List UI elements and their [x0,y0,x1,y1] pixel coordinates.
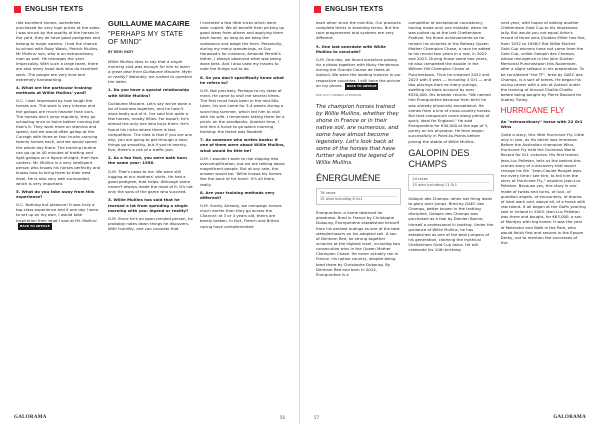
question-6: 6. So you don't specifically know what he refers to? [200,74,284,85]
red-square-icon [314,6,321,13]
answer-8: G.M. Surely. Already, we campaign horses much earlier than they go across the Channel: at 3 or 4 years old, theirs are barely broken. In fact, French and British racing have complemented [200,203,282,229]
photo-credit: PAR LUCY HANNAH CHOORON [316,92,362,97]
stat-races: 78 races [320,191,397,197]
question-7: 7. As someone who writes books: if one of them were about Willie Mullins, what would its title be? [200,137,285,153]
magazine-logo: GALORAMA [553,415,586,420]
answer-9: G.M. One day, we found ourselves posing for a photo together with Nicky Henderson during the Grande Course de Haies at Auteuil. We were the leading trainers in our respective countries. I still have the picture on my phone. [316,56,401,88]
stat-wins: 15 wins including 11 Gr1 [412,182,458,187]
byline: BY REMI OKEY [108,49,134,54]
paragraph: I invented a few little tricks which were later copied. We all benefit from picking up good ideas from others and applying them back home, as long as we keep the substance and adapt the form. Personally, during my many wanderings, at Guy Harwood's for instance, Amanda Perrett's father, I always observed what was being done best. And I also used my travels to note the things not to do. [200,20,285,72]
right-page [300,0,600,424]
paragraph: ride excellent horses, sometimes purchased for very high prices at the sales. I was struck by the quality of the horses in the yard, they all have good pedigrees and belong to major owners. I had the chance to school with Ruby Walsh, Patrick Mullins, Mr Mullins' son, who is an extraordinary man as well. He manages the yard impeccably. With such a large team, there are also many head lads who do excellent work. The people are very kind and extremely hardworking. [16,20,101,82]
left-page-footer [14,415,285,420]
answer-6: G.M. Not precisely. Perhaps to my state of mind. He came to visit me several times. The first must have been in the mid-90s. Later, his son came for 3-4 weeks during a scorching summer, which led him to visit with his wife. I remember taking them for a picnic on the sandbanks. Another time, I lent him a horse to go watch morning training: the forest was flooded! [200,87,285,135]
question-8: 8. Are your training methods very different? [200,189,275,200]
question-4: 4. What are the particular training methods at Willie Mullins' yard? [16,84,92,96]
question-9: 9. One last anecdote with Willie Mullins to conclude? [316,43,386,54]
section-title-energumene: ÉNERGUMÈNE [316,173,381,184]
paragraph: competitor of exceptional consistency, having made only one mistake, when he was pulled up at the last Cheltenham Festival. His finest achievements so far remain his victories in the Betway Queen Mother Champion Chase, a race he added to his record two years in a row, in 2022 and 2023. During those same two years, he also completed the double in the William Hill Champion Chase at Punchestown. Thus he crowned 2022 and 2023 with 5 wins — including 4 Gr1 — and two placings from as many outings, swelling his bank account by over €550,000. His breeder recalls: "We named him Énergumène because from birth he was already physically exceptional. He comes from a line of cross-country horses. But that composure came along plenty of spirit, ideal for England." He sold Énergumène for €50,000 at the age of 3, purely on his physique. He then began successfully in Point-to-Points before joining the stable of Willie Mullins. [408,20,492,144]
column-4 [316,20,401,412]
page-number: 56 [279,415,285,420]
answer-7: G.M. I wouldn't want to risk slipping into oversimplification, but we are talking about magnificent people. But at any rate, the answer would be: 'Willie knows his horses like the back of his hand.' It's all there, really. [200,155,285,187]
column-1 [16,20,101,412]
paragraph: next year, with hopes of adding another Cheltenham Gold Cup to his impressive tally. But would you not equal Arkle's record of three wins (Golden Miller has five, from 1932 to 1936)? But Willie Mullins' Gold Cup winners have not come from the Gold Cup, unlike Galopin des Champs, whose resurgence in the John Durkan Memorial Punchestown this November, after a slight setback in his preparation. To be considered "the TF", bred by GAEC des Champs, is a sort of tomes. He began his racing career with a win at Auteuil under the training of Arnaud Chaille-Chaille before being bought by Pierre Boulard for Audrey Turley. [500,20,586,103]
answer-3: G.M. Since he's an open-minded person, he probably notes down things he discovers. With humility, one can consider that [108,215,193,232]
question-5: 5. What do you take away from this experience? [16,188,95,199]
author-name: GUILLAUME MACAIRE [108,20,190,28]
question-1: 1. Do you have a special relationship with Willie Mullins? [108,87,190,98]
back-to-article-button[interactable]: BACK TO ARTICLE [345,83,379,90]
page-number: 57 [314,415,320,420]
article-title: "PERHAPS MY STATE OF MIND" [108,30,184,46]
answer-2: G.M. That's news to me. We were still lugging at our mothers' skirts. He had a good pedigree, that helps. Although some haven't always made the most of it. It's not only the sons of the game who succeed. [108,168,193,195]
intro-text: Willie Mullins likes to say that a single morning visit was enough for him to learn a great deal from Guillaume Macaire. Myth or reality? Naturally, we rushed to question the latter. [108,58,193,85]
paragraph: each other since the mid-90s. Our products complete theirs in breeding terms. But the race programmes and systems are very different. [316,20,401,41]
right-page-footer [314,415,586,420]
column-2 [108,20,193,412]
section-text: Quite a story, this little Hurricane Fly. Little only in size, as his talent was immense. Before the Australian champion Winx, Hurricane Fly held the Guinness World Record for Gr1 victories. His first trainer, Jean-Luc Pelletan, tells us the behind-the-scenes story of a discovery that would change his life. "Jean-Claude Rouget asks me every time I see him, to tell him the story of Hurricane Fly," explains Jean-Luc Pelletan. Because yes, this story is one made of twists and turns, of luck, of guardian angels, of encounters, of drama, of hard work and, above all, of a horse with raw talent. It all began at the Goffs yearling sale in Ireland in 2005. Jean-Luc Pelletan was there and bought, for €63,000, a son of Montjeu with big knees. It was the year of Motivator and Walk in the Park, who would finish first and second in the Epsom Derby, not to mention the successes of Hur- [500,131,586,246]
section-title-hurricane-fly: HURRICANE FLY [500,105,565,115]
answer-1: Guillaume Macaire. Let's say we've done a lot of business together, and he hasn't done badly out of it. I've sold him quite a few horses, mostly fillies. For export, he's almost the only one who buys them. He's found his niche where there is less competition. The idea is that if you are one day, you are going to get through a door, things go smoothly, but if you're twenty-five, there's a risk of a traffic jam. [108,100,193,153]
stat-wins: 15 wins including 6 Gr1 [320,197,363,202]
section-text: Galopin des Champs: when not firing leads to glory over jumps. Bred by GAEC des Champs, better known in the trotting discipline, Galopin des Champs was purchased as a foal by Damien Bonne, himself a professional in trotting. Under the guidance of Willie Mullins, he has established as one of the best jumpers of his generation, claiming the mythical Cheltenham Gold Cup twice. He will celebrate his 10th birthday [408,195,494,253]
answer-5: G.C. Nothing but pleasure! It was truly a top-class experience and if one day I were to set up on my own, I would take inspiration from what I saw at Mr. Mullins'. [16,202,99,223]
column-3 [200,20,285,412]
section-label: ENGLISH TEXTS [25,6,84,13]
question-3: 3. Willie Mullins has said that he learned a lot from spending a single morning with you: legend or reality? [108,197,189,213]
stat-box [316,188,401,205]
question-2: 2. As a fan fact, you were both born the same year: 1956. [108,155,188,166]
column-6 [501,20,586,412]
red-square-icon [14,6,21,13]
left-page-header [14,6,285,13]
right-page-header [314,6,586,13]
answer-4: G.C. I was impressed by how tough the horses are. The work is very intense and the gallops are much heavier than ours. The horses don't jump regularly, they go schooling once or twice before running but that's it. They work more on stamina and speed, and we would often gallop at the Curragh with three or four trucks carrying twenty horses each, and we would spend the whole day there. The training routine can go up to 40 minutes of trotting and light gallops on a figure-of-eight, then two canters. Mr. Mullins is a very intelligent person who knows his horses perfectly and knows how to bring them to their best level. He is also very well surrounded, which is very important. [16,98,101,186]
stat-races: 24 races [412,177,489,183]
section-text: Énergumène: a name destined for greatness. Bred in France by Christophe Dubourg, Énergumène established himself from his earliest outings as one of the best steeplechasers on his adopted soil. A son of Denham Red, he strung together victories at the highest level, including two consecutive wins in the Queen Mother Champion Chase. He never actually ran in France, his native country, despite being bred there by Christophe Dubourg. By Denham Red and born in 2014, Énergumène is a [316,210,400,277]
section-title-galopin: GALOPIN DES CHAMPS [408,147,470,169]
pull-quote: The champion horses trained by Willie Mullins, whether they shone in France or in their native soil, are numerous, and some have almost become legendary. Let's look back at some of the horses that have further shaped the legend of Willie Mullins. [316,104,399,167]
section-label: ENGLISH TEXTS [325,6,384,13]
column-5 [408,20,493,412]
stat-box [408,174,493,191]
magazine-logo: GALORAMA [14,415,47,420]
back-to-article-button[interactable]: BACK TO ARTICLE [18,223,52,230]
section-subtitle: An "extraordinary" horse with 22 Gr1 Wins [500,118,583,129]
